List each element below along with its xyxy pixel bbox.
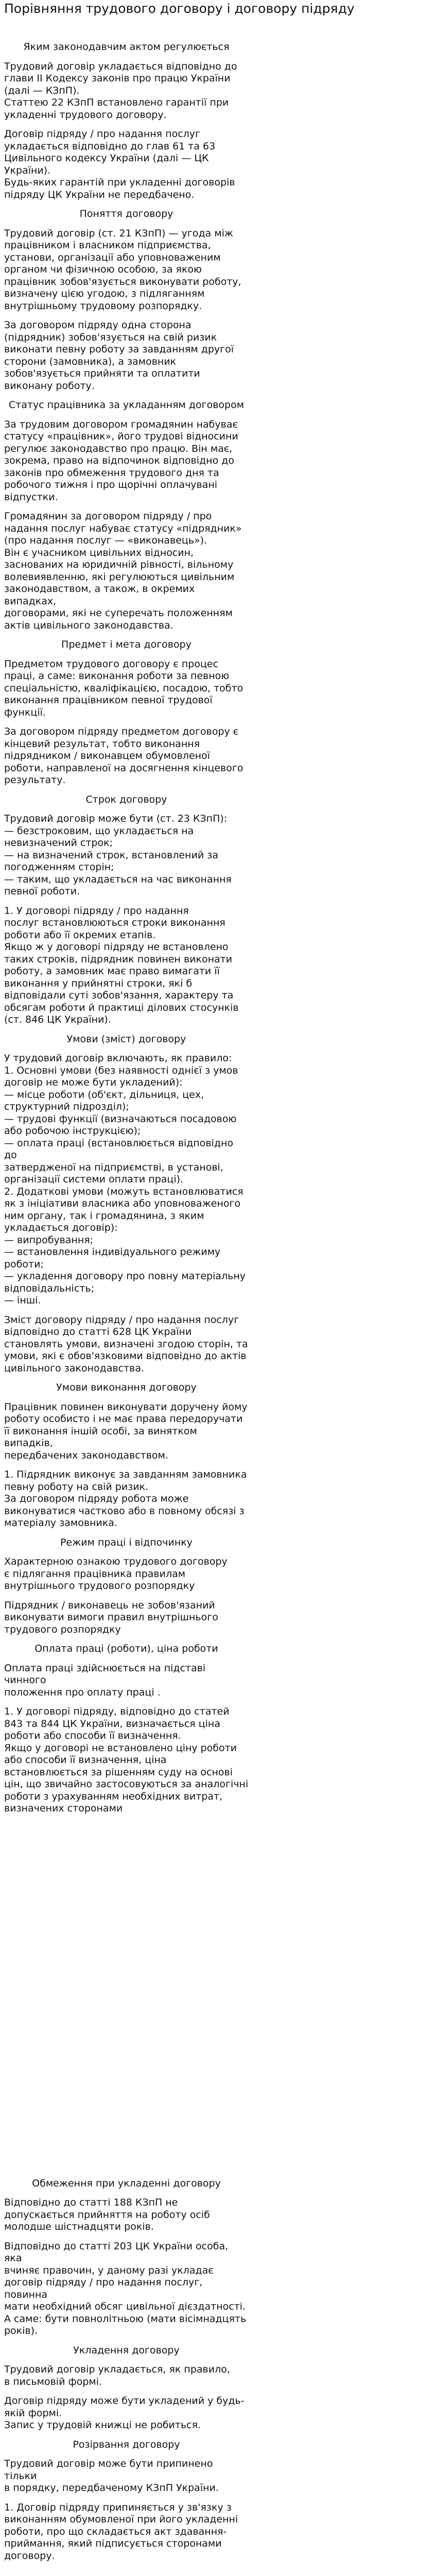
- contract-agreement-paragraph: [4, 1469, 249, 1530]
- text-line: установи, організації або уповноваженим: [4, 251, 221, 263]
- text-line: укладається договір):: [4, 1222, 118, 1233]
- text-line: в порядку, передбаченому КЗпП України.: [4, 2482, 219, 2494]
- document-section: [4, 1537, 249, 1636]
- text-line: Працівник повинен виконувати доручену йому: [4, 1401, 248, 1413]
- text-line: За трудовим договором громадянин набуває: [4, 418, 238, 430]
- text-line: надання послуг набуває статусу «підрядник»: [4, 522, 242, 534]
- text-line: визначену цією угодою, з підляганням: [4, 288, 205, 299]
- text-line: виконуватися частково або в повному обсязі з: [4, 1505, 245, 1517]
- text-line: — трудові функції (визначаються посадовою: [4, 1113, 237, 1125]
- text-line: Статтею 22 КЗпП встановлено гарантії при: [4, 97, 229, 108]
- text-line: виконання у прийнятні строки, які б: [4, 977, 193, 989]
- text-line: Предметом трудового договору є процес: [4, 658, 219, 670]
- contract-agreement-paragraph: [4, 1706, 249, 1815]
- document-section: [4, 399, 249, 632]
- text-line: договір не може бути укладений):: [4, 1077, 183, 1088]
- labor-contract-paragraph: [4, 1401, 249, 1462]
- text-line: Зміст договору підряду / про надання послуг: [4, 1314, 239, 1326]
- text-line: є підлягання працівника правилам: [4, 1568, 186, 1580]
- text-line: — встановлення індивідуального режиму: [4, 1246, 221, 1258]
- text-line: Трудовий договір може бути припинено тільки: [4, 2458, 213, 2482]
- labor-contract-paragraph: [4, 2458, 249, 2495]
- text-line: передбачених законодавством.: [4, 1449, 168, 1461]
- labor-contract-paragraph: [4, 1053, 249, 1307]
- text-line: Договір підряду / про надання послуг: [4, 128, 201, 140]
- text-line: погодженням сторін;: [4, 861, 114, 873]
- text-line: Трудовий договір може бути (ст. 23 КЗпП):: [4, 813, 228, 824]
- text-line: працівником і власником підприємства,: [4, 240, 211, 251]
- text-line: України).: [4, 164, 51, 176]
- text-line: Він є учасником цивільних відносин,: [4, 547, 194, 558]
- text-line: У трудовий договір включають, як правило:: [4, 1053, 232, 1064]
- text-line: працівник зобов'язується виконувати роботу,: [4, 276, 241, 287]
- text-line: виконанням обумовленої при його укладенні: [4, 2514, 238, 2525]
- text-line: Підрядник / виконавець не зобов'язаний: [4, 1599, 215, 1611]
- text-line: — безстроковим, що укладається на: [4, 825, 194, 837]
- text-line: Трудовий договір (ст. 21 КЗпП) — угода між: [4, 227, 234, 239]
- text-line: вчиняє правочин, у даному разі укладає: [4, 2264, 214, 2276]
- labor-contract-paragraph: [4, 61, 249, 122]
- text-line: як з ініціативи власника або уповноваженого: [4, 1198, 241, 1209]
- text-line: молодше шістнадцяти років.: [4, 2221, 154, 2232]
- document-section: [4, 208, 249, 392]
- labor-contract-paragraph: [4, 2364, 249, 2388]
- text-line: затвердженої на підприємстві, в установі,: [4, 1161, 223, 1173]
- document-section: [4, 639, 249, 787]
- text-line: послуг встановлюються строки виконання: [4, 917, 225, 928]
- text-line: роботи з урахуванням необхідних витрат,: [4, 1790, 223, 1802]
- text-line: 1. У договорі підряду / про надання: [4, 905, 189, 917]
- text-line: структурний підрозділ);: [4, 1101, 129, 1112]
- text-line: договір підряду / про надання послуг, повинна: [4, 2277, 203, 2300]
- section-heading: Поняття договору: [79, 208, 173, 219]
- text-line: 2. Додаткові умови (можуть встановлюватися: [4, 1185, 243, 1197]
- text-line: (ст. 846 ЦК України).: [4, 1014, 111, 1025]
- text-line: роботи або способи її визначення.: [4, 1730, 181, 1741]
- text-line: зокрема, право на відпочинок відповідно до: [4, 455, 235, 466]
- text-line: мати необхідний обсяг цивільної дієздатності.: [4, 2301, 246, 2312]
- section-heading: Предмет і мета договору: [61, 639, 191, 650]
- text-line: Оплата праці здійснюється на підставі чинного: [4, 1662, 206, 1686]
- text-line: За договором підряду предметом договору є: [4, 726, 239, 737]
- text-line: 1. У договорі підряду, відповідно до статей: [4, 1706, 230, 1717]
- document-section: [4, 1033, 249, 1375]
- text-line: — таким, що укладається на час виконання: [4, 873, 232, 885]
- text-line: допускається прийняття на роботу осіб: [4, 2209, 210, 2221]
- text-line: статусу «працівник», його трудові відносини: [4, 431, 238, 442]
- text-line: А саме: бути повнолітньою (мати вісімнадцять: [4, 2313, 247, 2325]
- text-line: — інші.: [4, 1295, 41, 1306]
- text-line: робочого тижня і про щорічні оплачувані: [4, 479, 218, 490]
- text-line: її виконання іншій особі, за винятком випадків,: [4, 1425, 197, 1449]
- section-heading: Оплата праці (роботи), ціна роботи: [34, 1643, 218, 1654]
- document-section: [4, 1643, 249, 1815]
- text-line: роботи або її окремих етапів.: [4, 929, 156, 941]
- text-line: ним органу, так і громадянина, з яким: [4, 1210, 204, 1222]
- text-line: в письмовій формі.: [4, 2376, 102, 2387]
- contract-agreement-paragraph: [4, 1600, 249, 1636]
- text-line: відповідальність;: [4, 1282, 95, 1294]
- text-line: або способи її визначення, ціна: [4, 1754, 167, 1766]
- text-line: Будь-яких гарантій при укладенні договорів: [4, 177, 235, 188]
- section-heading: Строк договору: [85, 793, 167, 805]
- labor-contract-paragraph: [4, 228, 249, 313]
- document-section: [4, 794, 249, 1026]
- text-line: роботи, направленої на досягнення кінцевого: [4, 762, 243, 774]
- text-line: приймання, який підписується сторонами: [4, 2538, 222, 2549]
- text-line: або робочою інструкцією);: [4, 1125, 141, 1137]
- text-line: законів про обмеження трудового дня та: [4, 467, 219, 479]
- text-line: певної роботи.: [4, 886, 80, 897]
- contract-agreement-paragraph: [4, 905, 249, 1026]
- text-line: заснованих на юридичній рівності, вільному: [4, 559, 234, 570]
- text-line: цивільного законодавства.: [4, 1362, 145, 1374]
- text-line: трудового розпорядку: [4, 1623, 121, 1635]
- text-line: цін, що звичайно застосовуються за аналогічні: [4, 1778, 249, 1790]
- text-line: Запис у трудовій книжці не робиться.: [4, 2419, 201, 2431]
- text-line: обсягам роботи й практиці ділових стосунків: [4, 1002, 239, 1013]
- text-line: відповідали суті зобов'язання, характеру та: [4, 990, 234, 1001]
- text-line: Характерною ознакою трудового договору: [4, 1556, 228, 1567]
- contract-agreement-paragraph: [4, 2241, 249, 2337]
- text-line: укладається відповідно до глав 61 та 63: [4, 140, 216, 152]
- labor-contract-paragraph: [4, 813, 249, 898]
- text-line: певну роботу на свій ризик.: [4, 1481, 149, 1493]
- text-line: (про надання послуг — «виконавець»).: [4, 535, 207, 546]
- section-heading: Розірвання договору: [73, 2438, 180, 2450]
- text-line: глави ІІ Кодексу законів про працю України: [4, 73, 231, 84]
- text-line: — випробування;: [4, 1234, 94, 1246]
- text-line: роботу особисто і не має права передоручати: [4, 1413, 243, 1425]
- text-line: актів цивільного законодавства.: [4, 619, 173, 631]
- text-line: внутрішньому трудовому розпорядку.: [4, 300, 202, 312]
- labor-contract-paragraph: [4, 1663, 249, 1699]
- labor-contract-paragraph: [4, 419, 249, 504]
- text-line: умови, які є обов'язковими відповідно до актів: [4, 1350, 247, 1362]
- labor-contract-paragraph: [4, 1556, 249, 1592]
- text-line: Громадянин за договором підряду / про: [4, 511, 212, 522]
- text-line: (далі — КЗпП).: [4, 84, 80, 96]
- text-line: 1. Основні умови (без наявності однієї з умов: [4, 1064, 238, 1076]
- text-line: роботу, а замовник має право вимагати її: [4, 965, 220, 977]
- text-line: підрядником / виконавцем обумовленої: [4, 750, 210, 761]
- contract-agreement-paragraph: [4, 128, 249, 201]
- text-line: встановлюється за рішенням суду на основі: [4, 1766, 233, 1778]
- document-body: [4, 41, 249, 2569]
- text-line: невизначений строк;: [4, 837, 113, 849]
- section-heading: Умови (зміст) договору: [66, 1033, 186, 1045]
- text-line: визначених сторонами: [4, 1803, 123, 1814]
- contract-agreement-paragraph: [4, 1314, 249, 1375]
- text-line: роботи, про що складається акт здавання-: [4, 2526, 227, 2537]
- text-line: Трудовий договір укладається, як правило,: [4, 2364, 230, 2375]
- text-line: років).: [4, 2325, 38, 2336]
- section-heading: Умови виконання договору: [56, 1382, 197, 1393]
- text-line: 1. Підрядник виконує за завданням замовника: [4, 1469, 247, 1480]
- text-line: Відповідно до статті 203 ЦК України особа, яка: [4, 2240, 229, 2264]
- text-line: Якщо ж у договорі підряду не встановлено: [4, 941, 229, 953]
- contract-agreement-paragraph: [4, 726, 249, 787]
- document-section: [4, 1382, 249, 1530]
- document-section: [4, 41, 249, 201]
- text-line: Трудовий договір укладається відповідно до: [4, 60, 237, 72]
- text-line: відпустки.: [4, 491, 58, 503]
- text-line: положення про оплату праці .: [4, 1686, 161, 1698]
- contract-agreement-paragraph: [4, 2502, 249, 2563]
- blank-space: [4, 1822, 249, 2178]
- text-line: За договором підряду робота може: [4, 1493, 189, 1504]
- text-line: Цивільного кодексу України (далі — ЦК: [4, 152, 209, 164]
- text-line: виконану роботу.: [4, 380, 95, 392]
- labor-contract-paragraph: [4, 658, 249, 719]
- text-line: укладенні трудового договору.: [4, 109, 167, 121]
- text-line: якій формі.: [4, 2407, 62, 2419]
- contract-agreement-paragraph: [4, 2395, 249, 2432]
- text-line: виконувати вимоги правил внутрішнього: [4, 1612, 218, 1623]
- contract-agreement-paragraph: [4, 511, 249, 632]
- text-line: волевиявленню, які регулюються цивільним: [4, 571, 235, 583]
- text-line: таких строків, підрядник повинен виконати: [4, 953, 233, 965]
- text-line: підряду ЦК України не передбачено.: [4, 189, 195, 200]
- text-line: організації системи оплати праці).: [4, 1174, 184, 1185]
- text-line: органом чи фізичною особою, за якою: [4, 264, 202, 275]
- labor-contract-paragraph: [4, 2197, 249, 2233]
- text-line: функції.: [4, 706, 46, 718]
- text-line: результату.: [4, 774, 66, 786]
- text-line: спеціальністю, кваліфікацією, посадою, тобто: [4, 682, 243, 694]
- section-heading: Режим праці і відпочинку: [60, 1536, 193, 1548]
- text-line: Відповідно до статті 188 КЗпП не: [4, 2197, 178, 2208]
- text-line: 843 та 844 ЦК України, визначається ціна: [4, 1718, 220, 1730]
- text-line: кінцевий результат, тобто виконання: [4, 738, 200, 750]
- text-line: Якщо у договорі не встановлено ціну роботи: [4, 1742, 237, 1754]
- section-heading: Статус працівника за укладанням договором: [8, 399, 245, 411]
- text-line: За договором підряду одна сторона: [4, 319, 191, 331]
- text-line: — на визначений строк, встановлений за: [4, 849, 219, 861]
- document-section: [4, 2178, 249, 2337]
- text-line: відповідно до статті 628 ЦК України: [4, 1326, 192, 1337]
- text-line: становлять умови, визначені згодою сторін, та: [4, 1338, 248, 1350]
- text-line: матеріалу замовника.: [4, 1517, 117, 1529]
- document-section: [4, 2439, 249, 2563]
- text-line: — укладення договору про повну матеріальну: [4, 1270, 246, 1282]
- text-line: (підрядник) зобов'язується на свій ризик: [4, 331, 217, 343]
- text-line: регулює законодавство про працю. Він має,: [4, 443, 233, 454]
- text-line: 1. Договір підряду припиняється у зв'язку з: [4, 2501, 232, 2513]
- section-heading: Яким законодавчим актом регулюється: [23, 41, 230, 53]
- document-section: [4, 2345, 249, 2432]
- text-line: виконати певну роботу за завданням другої: [4, 344, 234, 355]
- text-line: внутрішнього трудового розпорядку: [4, 1580, 195, 1591]
- contract-agreement-paragraph: [4, 319, 249, 392]
- text-line: Договір підряду може бути укладений у будь-: [4, 2395, 245, 2406]
- text-line: договорами, які не суперечать положенням: [4, 607, 233, 619]
- text-line: праці, а саме: виконання роботи за певною: [4, 670, 230, 682]
- text-line: законодавством, а також, в окремих випадках,: [4, 583, 195, 607]
- text-line: роботи;: [4, 1258, 44, 1270]
- text-line: зобов'язується прийняти та оплатити: [4, 368, 200, 379]
- text-line: сторони (замовника), а замовник: [4, 355, 177, 367]
- text-line: — оплата праці (встановлюється відповідно до: [4, 1137, 234, 1161]
- page-title: Порівняння трудового договору і договору підряду: [4, 1, 355, 16]
- text-line: виконання працівником певної трудової: [4, 694, 213, 706]
- text-line: — місце роботи (об'єкт, дільниця, цех,: [4, 1089, 204, 1100]
- section-heading: Укладення договору: [73, 2344, 180, 2356]
- text-line: договору.: [4, 2550, 55, 2562]
- section-heading: Обмеження при укладенні договору: [32, 2177, 221, 2189]
